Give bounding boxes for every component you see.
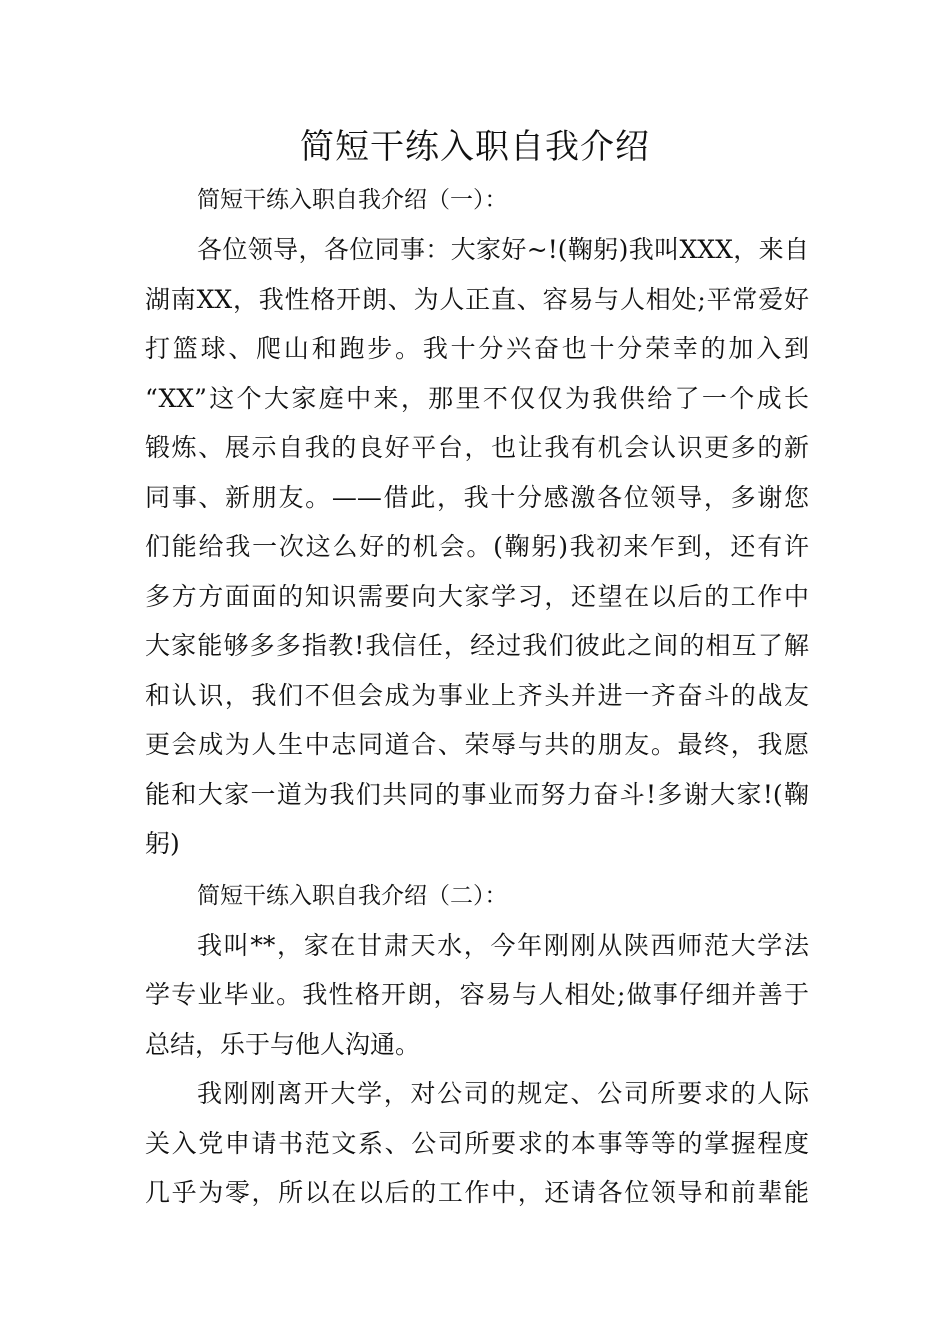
paragraph-line: 关入党申请书范文系、公司所要求的本事等等的掌握程度 xyxy=(145,1128,809,1158)
paragraph-line: 总结，乐于与他人沟通。 xyxy=(145,1029,421,1059)
paragraph-line: 和认识，我们不但会成为事业上齐头并进一齐奋斗的战友 xyxy=(145,680,809,710)
paragraph-line: “XX”这个大家庭中来，那里不仅仅为我供给了一个成长 xyxy=(145,383,809,413)
paragraph-line: 几乎为零，所以在以后的工作中，还请各位领导和前辈能 xyxy=(145,1178,809,1207)
document-body xyxy=(145,175,809,1218)
section2-paragraph-1 xyxy=(145,921,809,1070)
paragraph-line: 我刚刚离开大学，对公司的规定、公司所要求的人际 xyxy=(197,1079,809,1108)
document-title: 简短干练入职自我介绍 xyxy=(300,127,650,167)
section-heading-1: 简短干练入职自我介绍（一）： xyxy=(197,187,508,213)
paragraph-line: 们能给我一次这么好的机会。(鞠躬)我初来乍到，还有许 xyxy=(145,532,809,561)
paragraph-line: 锻炼、展示自我的良好平台，也让我有机会认识更多的新 xyxy=(145,433,809,462)
paragraph-line: 更会成为人生中志同道合、荣辱与共的朋友。最终，我愿 xyxy=(145,730,809,759)
paragraph-line: 各位领导，各位同事：大家好~!(鞠躬)我叫XXX，来自 xyxy=(197,235,809,264)
section1-paragraph xyxy=(145,225,809,869)
section2-paragraph-2 xyxy=(145,1069,809,1218)
paragraph-line: 大家能够多多指教!我信任，经过我们彼此之间的相互了解 xyxy=(145,631,809,660)
paragraph-line: 学专业毕业。我性格开朗，容易与人相处;做事仔细并善于 xyxy=(145,980,809,1009)
paragraph-line: 同事、新朋友。——借此，我十分感激各位领导，多谢您 xyxy=(145,482,809,512)
section-heading-2: 简短干练入职自我介绍（二）： xyxy=(197,882,508,909)
paragraph-line: 湖南XX，我性格开朗、为人正直、容易与人相处;平常爱好 xyxy=(145,284,809,314)
paragraph-line: 多方方面面的知识需要向大家学习，还望在以后的工作中 xyxy=(145,581,809,611)
paragraph-line: 躬) xyxy=(145,829,180,858)
paragraph-line: 打篮球、爬山和跑步。我十分兴奋也十分荣幸的加入到 xyxy=(145,334,809,363)
paragraph-line: 能和大家一道为我们共同的事业而努力奋斗!多谢大家!(鞠 xyxy=(145,779,809,809)
paragraph-line: 我叫**，家在甘肃天水，今年刚刚从陕西师范大学法 xyxy=(197,930,809,960)
